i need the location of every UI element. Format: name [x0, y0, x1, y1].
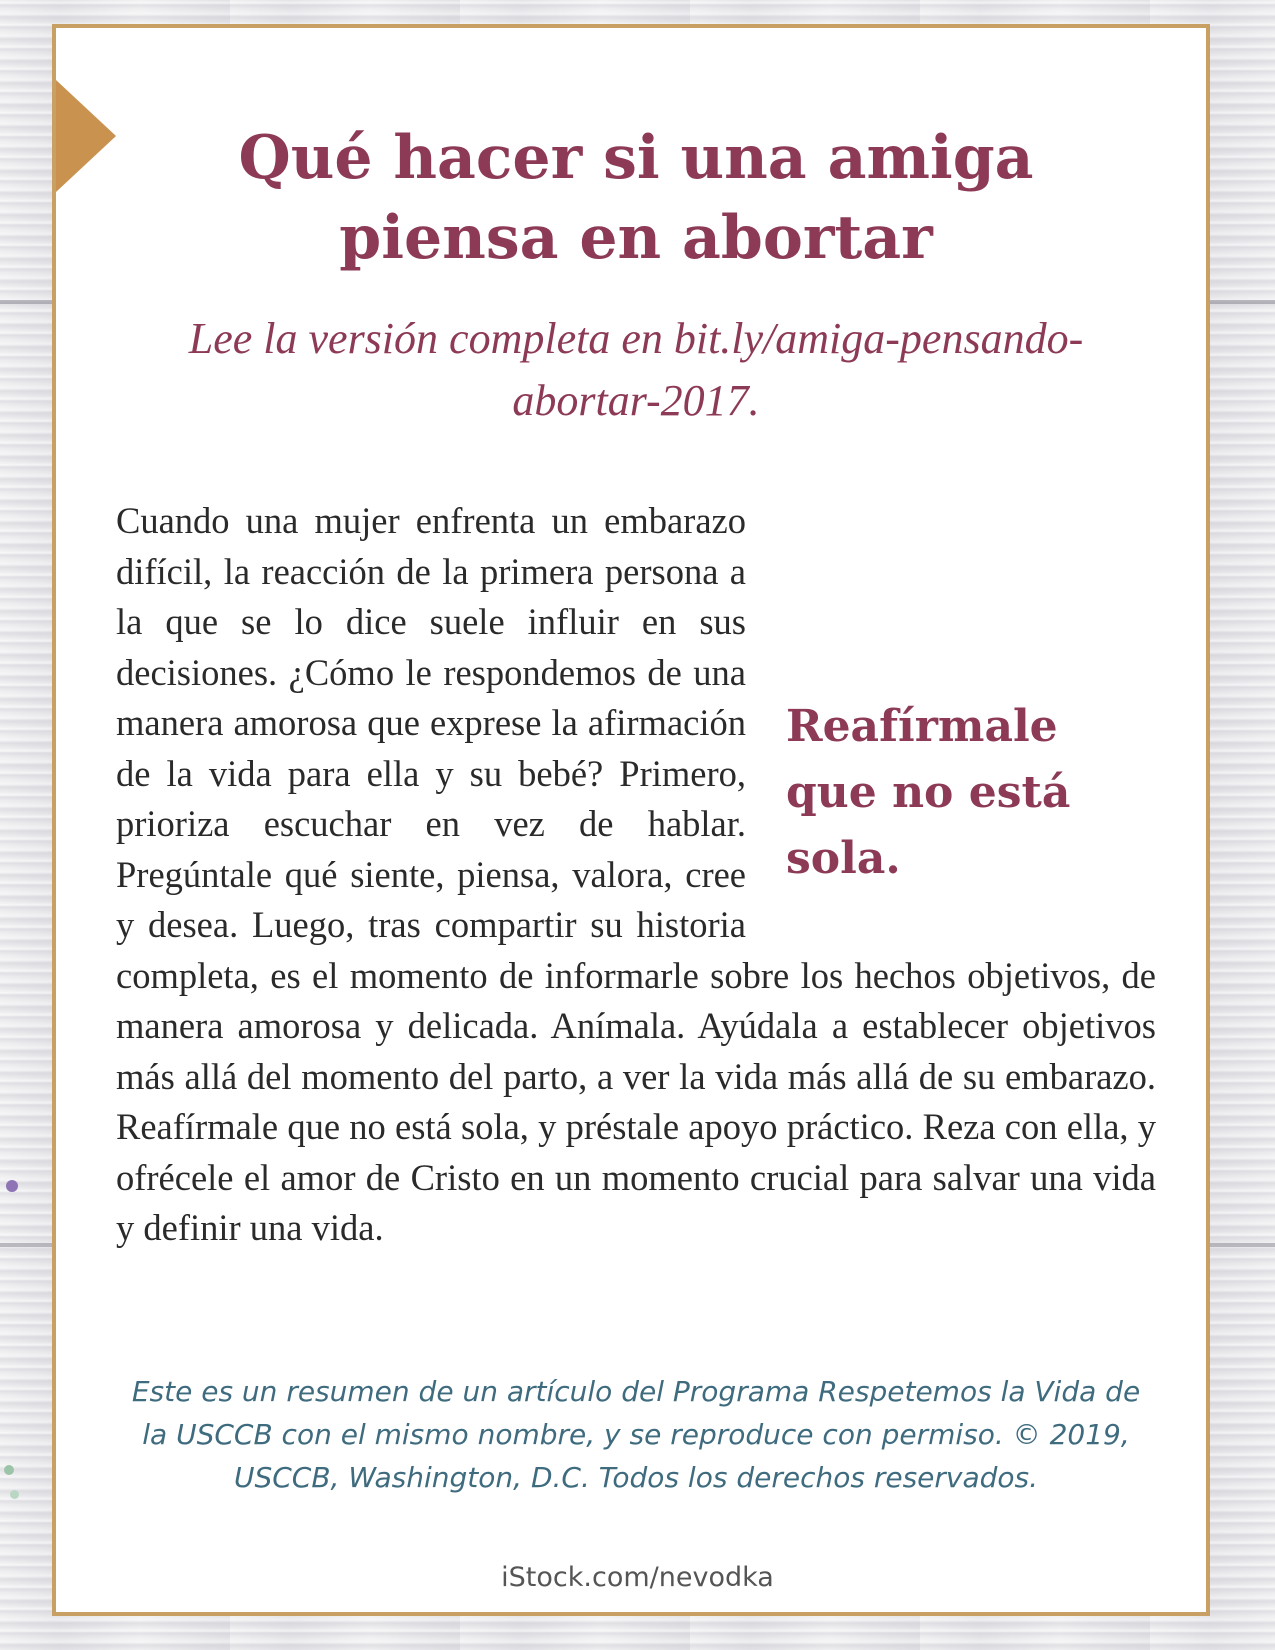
confetti-dot	[4, 1465, 14, 1475]
pull-quote: Reafírmale que no está sola.	[786, 701, 1071, 884]
photo-credit: iStock.com/nevodka	[501, 1562, 774, 1593]
article-body	[116, 496, 1156, 1254]
article-body-text: Cuando una mujer enfrenta un embarazo difícil, la reacción de la primera persona a la que se lo dice suele influir en sus decisiones. ¿Cómo le respondemos de una manera amorosa que exprese la afirmación de la vida para ella y su bebé? Primero, prioriza escuchar en vez de hablar. Pregúntale qué siente, piensa, valora, cree y desea. Luego, tras compartir su historia completa, es el momento de informarle sobre los hechos objetivos, de manera amorosa y delicada. Anímala. Ayúdala a establecer objetivos más allá del momento del parto, a ver la vida más allá de su embarazo. Reafírmale que no está sola, y préstale apoyo práctico. Reza con ella, y ofrécele el amor de Cristo en un momento crucial para salvar una vida y definir una vida.	[116, 500, 1156, 1248]
confetti-dot	[10, 1490, 19, 1499]
confetti-dot	[6, 1180, 18, 1192]
article-subtitle-link-text: Lee la versión completa en bit.ly/amiga-pensando-abortar-2017.	[188, 314, 1084, 425]
article-card	[52, 24, 1210, 1616]
article-title: Qué hacer si una amiga piensa en abortar	[238, 123, 1034, 273]
gold-ribbon-marker	[56, 80, 116, 192]
source-credit: Este es un resumen de un artículo del Programa Respetemos la Vida de la USCCB con el mismo nombre, y se reproduce con permiso. © 2019, USCCB, Washington, D.C. Todos los derechos reservados.	[131, 1375, 1141, 1494]
